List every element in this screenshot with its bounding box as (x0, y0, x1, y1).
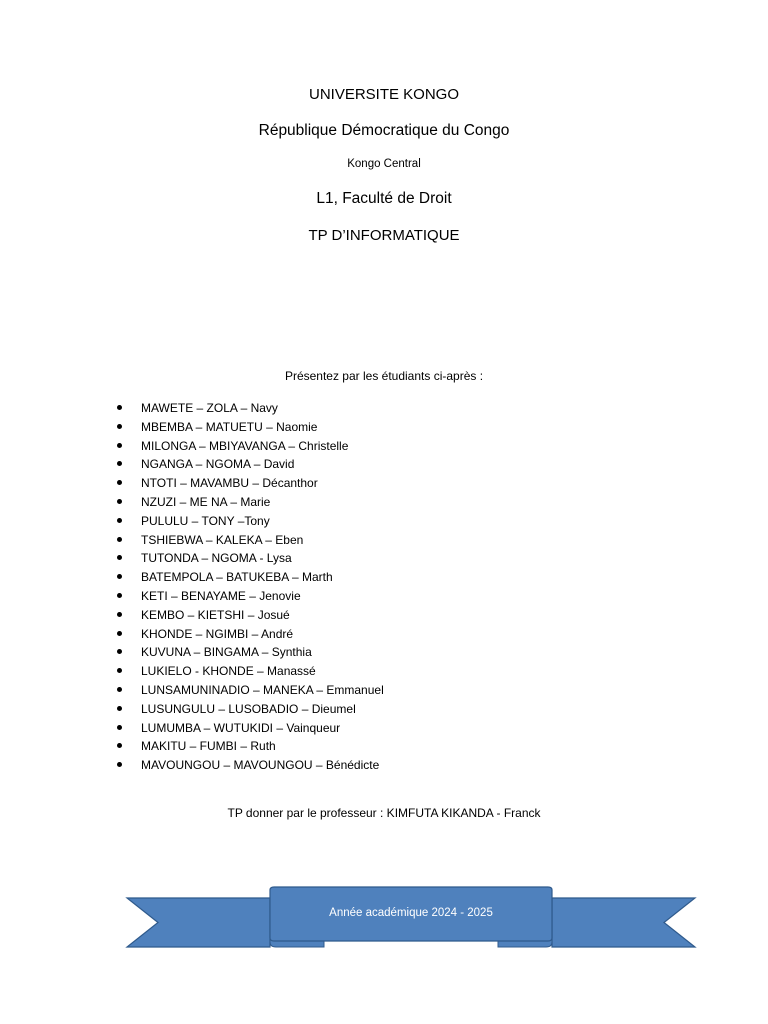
list-item: KHONDE – NGIMBI – André (116, 625, 384, 644)
list-item: LUMUMBA – WUTUKIDI – Vainqueur (116, 719, 384, 738)
list-item: NGANGA – NGOMA – David (116, 455, 384, 474)
list-item: MILONGA – MBIYAVANGA – Christelle (116, 437, 384, 456)
academic-year-label: Année académique 2024 - 2025 (329, 907, 493, 919)
province-name: Kongo Central (347, 158, 421, 170)
list-item: MAVOUNGOU – MAVOUNGOU – Bénédicte (116, 756, 384, 775)
course-title: TP D’INFORMATIQUE (308, 227, 460, 244)
professor-credit: TP donner par le professeur : KIMFUTA KIKANDA - Franck (227, 806, 541, 820)
list-item: NTOTI – MAVAMBU – Décanthor (116, 474, 384, 493)
list-item: MBEMBA – MATUETU – Naomie (116, 418, 384, 437)
list-item: KETI – BENAYAME – Jenovie (116, 587, 384, 606)
list-item: TUTONDA – NGOMA - Lysa (116, 549, 384, 568)
list-item: KUVUNA – BINGAMA – Synthia (116, 643, 384, 662)
list-item: KEMBO – KIETSHI – Josué (116, 606, 384, 625)
ribbon-left-tail (127, 898, 270, 947)
class-faculty: L1, Faculté de Droit (316, 190, 452, 207)
list-item: TSHIEBWA – KALEKA – Eben (116, 531, 384, 550)
list-item: MAKITU – FUMBI – Ruth (116, 737, 384, 756)
ribbon-right-tail (552, 898, 695, 947)
academic-year-banner (124, 884, 698, 954)
list-item: LUNSAMUNINADIO – MANEKA – Emmanuel (116, 681, 384, 700)
list-item: NZUZI – ME NA – Marie (116, 493, 384, 512)
list-item: PULULU – TONY –Tony (116, 512, 384, 531)
university-name: UNIVERSITE KONGO (308, 86, 460, 103)
list-item: BATEMPOLA – BATUKEBA – Marth (116, 568, 384, 587)
list-item: LUSUNGULU – LUSOBADIO – Dieumel (116, 700, 384, 719)
list-item: LUKIELO - KHONDE – Manassé (116, 662, 384, 681)
country-name: République Démocratique du Congo (258, 122, 510, 139)
presented-by-text: Présentez par les étudiants ci-après : (284, 369, 484, 383)
student-list (116, 399, 384, 775)
list-item: MAWETE – ZOLA – Navy (116, 399, 384, 418)
